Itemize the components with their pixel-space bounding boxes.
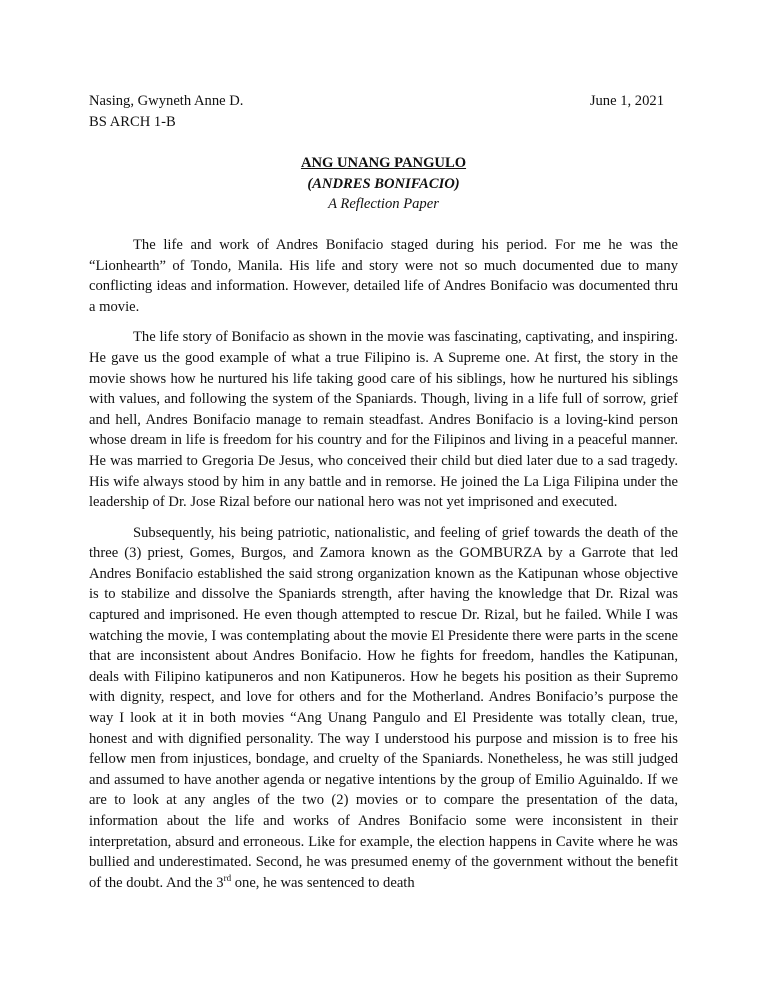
author-name: Nasing, Gwyneth Anne D. xyxy=(89,93,244,109)
paragraph-3 xyxy=(89,523,678,894)
paragraph-3-end: one, he was sentenced to death xyxy=(231,874,415,891)
paragraph-3-text: Subsequently, his being patriotic, nationalistic, and feeling of grief towards the death of the three (3) priest, Gomes, Burgos, and Zamora known as the GOMBURZA by a Garrote that led Andres Bonifacio established the said strong organization known as the Katipunan whose objective is to stabilize and dissolve the Spaniards strength, after having the knowledge that Dr. Rizal was captured and imprisoned. He even though attempted to rescue Dr. Rizal, but he failed. While I was watching the movie, I was contemplating about the movie El Presidente there were parts in the scene that are inconsistent about Andres Bonifacio. How he fights for freedom, handles the Katipunan, deals with Filipino katipuneros and non Katipuneros. How he begets his position as their Supremo with dignity, respect, and love for others and for the Motherland. Andres Bonifacio’s purpose the way I look at it in both movies “Ang Unang Pangulo and El Presidente was totally clean, true, honest and with dignified personality. The way I understood his purpose and mission is to free his fellow men from injustices, bondage, and cruelty of the Spaniards. Nonetheless, he was still judged and assumed to have another agenda or negative intentions by the group of Emilio Aguinaldo. If we are to look at any angles of the two (2) movies or to compare the presentation of the data, information about the life and works of Andres Bonifacio some were inconsistent in their interpretation, absurd and erroneous. Like for example, the election happens in Cavite where he was bullied and underestimated. Second, he was presumed enemy of the government without the benefit of the doubt. And the 3 xyxy=(89,524,678,891)
paragraph-1: The life and work of Andres Bonifacio staged during his period. For me he was the “Lionhearth” of Tondo, Manila. His life and story were not so much documented due to many conflicting ideas and information. However, detailed life of Andres Bonifacio was documented thru a movie. xyxy=(89,236,678,315)
paper-subtitle: (ANDRES BONIFACIO) xyxy=(307,175,460,192)
ordinal-suffix: rd xyxy=(223,872,232,883)
author-block xyxy=(89,91,243,132)
paragraph-2: The life story of Bonifacio as shown in the movie was fascinating, captivating, and inspiring. He gave us the good example of what a true Filipino is. A Supreme one. At first, the story in the movie shows how he nurtured his life taking good care of his siblings, how he nurtured his siblings with values, and following the system of the Spaniards. Though, living in a life full of sorrow, grief and hell, Andres Bonifacio manage to remain steadfast. Andres Bonifacio is a loving-kind person whose dream in life is freedom for his country and for the Filipinos and living in a peaceful manner. He was married to Gregoria De Jesus, who conceived their child but died later due to a sad tragedy. His wife always stood by him in any battle and in remorse. He joined the La Liga Filipina under the leadership of Dr. Jose Rizal before our national hero was not yet imprisoned and executed. xyxy=(89,329,678,511)
paper-type: A Reflection Paper xyxy=(328,196,439,213)
header xyxy=(89,91,678,132)
course-section: BS ARCH 1-B xyxy=(89,113,176,130)
paper-title: ANG UNANG PANGULO xyxy=(300,155,467,172)
title-block xyxy=(89,153,678,215)
date: June 1, 2021 xyxy=(589,93,664,109)
